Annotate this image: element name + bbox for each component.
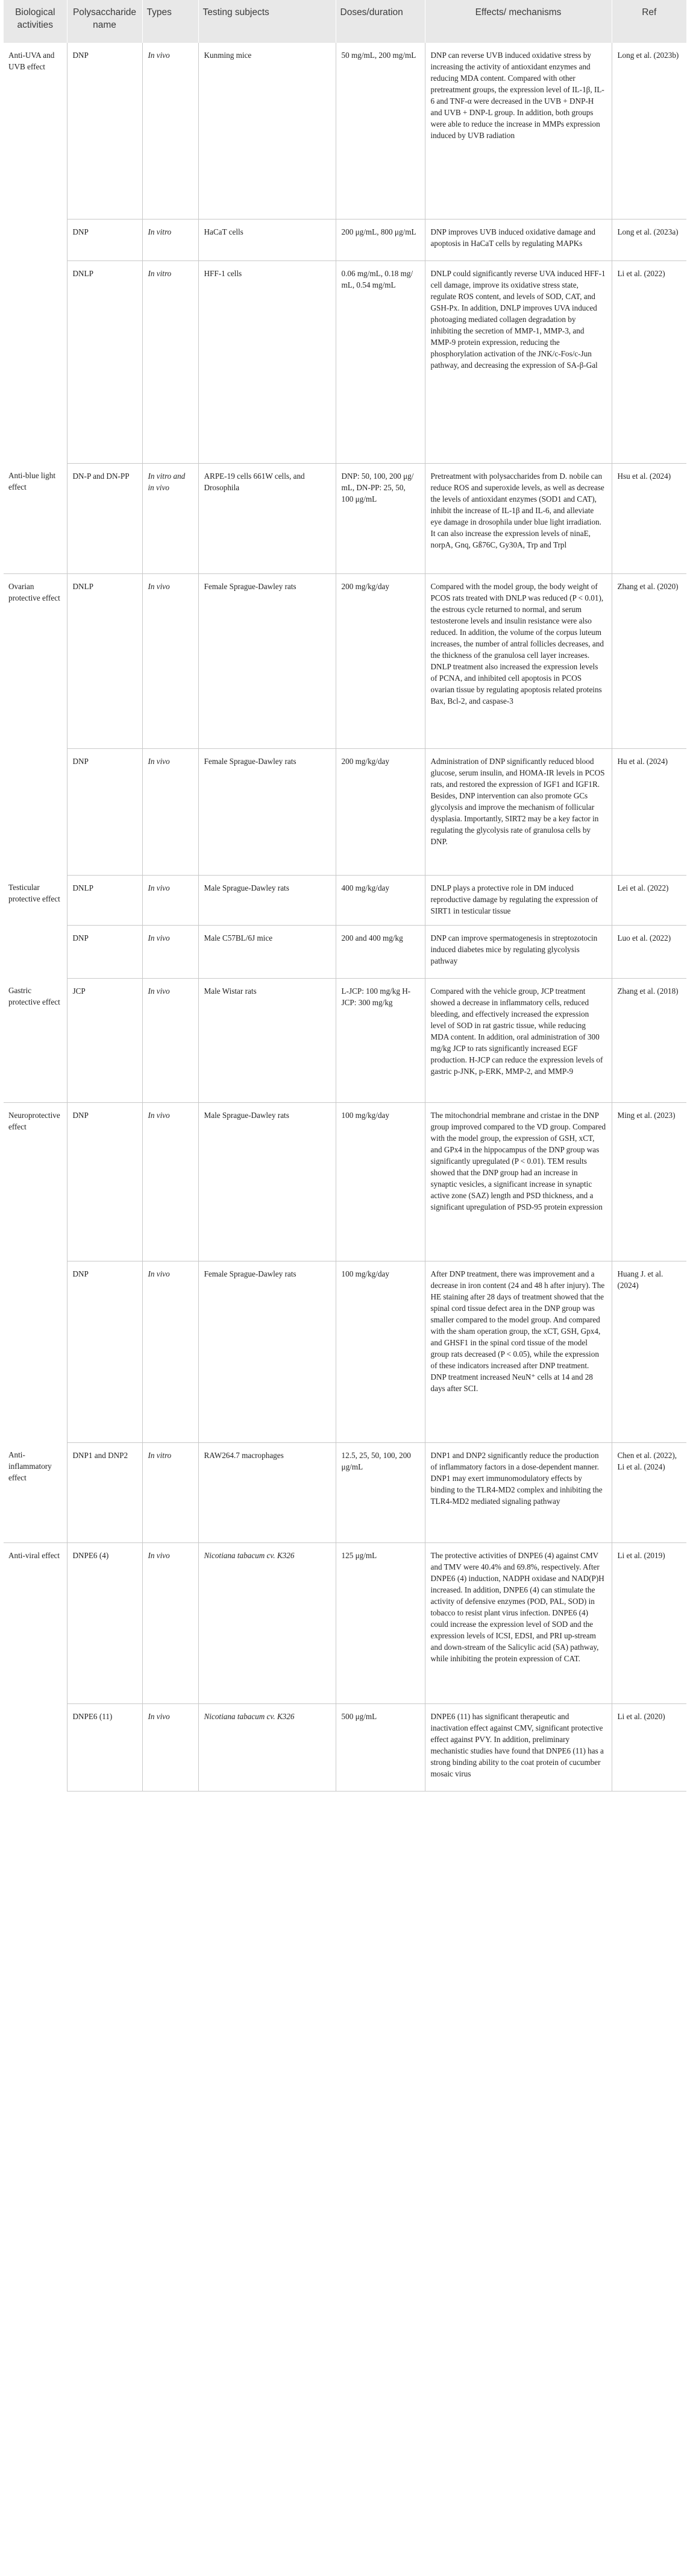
effects-cell: Compared with the vehicle group, JCP treatment showed a decrease in inflammatory cells, reduced bleeding, and effectively increased the expression level of SOD in rat gastric tissue, while reducing MDA content. In addition, oral administration of 300 mg/kg JCP to rats significantly increased EGF production. H-JCP can reduce the expression levels of gastric p-JNK, p-ERK, MMP-2, and MMP-9 xyxy=(425,978,612,1102)
type-cell: In vitro xyxy=(142,260,198,463)
ref-cell: Zhang et al. (2018) xyxy=(612,978,686,1102)
ref-cell: Hsu et al. (2024) xyxy=(612,463,686,573)
effects-cell: Pretreatment with polysaccharides from D. nobile can reduce ROS and superoxide levels, as well as decrease the levels of antioxidant enzymes (SOD1 and CAT), inhibit the increase of IL-1β and IL-6, and alleviate eye damage in drosophila under blue light irradiation. It can also increase the expression levels of ninaE, norpA, Gnq, Gß76C, Gy30A, Trp and Trpl xyxy=(425,463,612,573)
polysaccharide-cell: DNPE6 (11) xyxy=(67,1703,142,1791)
subjects-cell: Male Wistar rats xyxy=(198,978,336,1102)
effects-cell: After DNP treatment, there was improvement and a decrease in iron content (24 and 48 h after injury). The HE staining after 28 days of treatment showed that the spinal cord tissue defect area in the DNP group was smaller compared to the model group. And compared with the sham operation group, the xCT, GSH, Gpx4, and GHSF1 in the spinal cord tissue of the model group rats decreased (P < 0.05), while the expression of these indicators increased after DNP treatment. DNP treatment increased NeuN⁺ cells at 14 and 28 days after SCI. xyxy=(425,1261,612,1442)
polysaccharide-cell: DNLP xyxy=(67,875,142,925)
polysaccharide-cell: DNLP xyxy=(67,573,142,748)
type-cell: In vitro xyxy=(142,219,198,260)
effects-cell: DNP can improve spermatogenesis in streptozotocin induced diabetes mice by regulating glycolysis pathway xyxy=(425,925,612,978)
subjects-cell: Nicotiana tabacum cv. K326 xyxy=(198,1703,336,1791)
activity-cell: Anti-blue light effect xyxy=(4,463,67,573)
polysaccharide-cell: DNP1 and DNP2 xyxy=(67,1442,142,1542)
subjects-cell: HaCaT cells xyxy=(198,219,336,260)
header-doses-duration: Doses/duration xyxy=(336,0,425,43)
doses-cell: 500 μg/mL xyxy=(336,1703,425,1791)
ref-cell: Chen et al. (2022), Li et al. (2024) xyxy=(612,1442,686,1542)
effects-cell: DNPE6 (11) has significant therapeutic and inactivation effect against CMV, significant protective effect against PVY. In addition, preliminary mechanistic studies have found that DNPE6 (11) has a strong binding ability to the coat protein of cucumber mosaic virus xyxy=(425,1703,612,1791)
doses-cell: 12.5, 25, 50, 100, 200 μg/mL xyxy=(336,1442,425,1542)
type-cell: In vivo xyxy=(142,925,198,978)
ref-cell: Zhang et al. (2020) xyxy=(612,573,686,748)
header-polysaccharide-name: Polysaccharide name xyxy=(67,0,142,43)
effects-cell: Compared with the model group, the body weight of PCOS rats treated with DNLP was reduced (P < 0.01), the estrous cycle returned to normal, and serum testosterone levels and insulin resistance were also reduced. In addition, the volume of the corpus luteum increases, the number of antral follicles decreases, and the thickness of the granulosa cell layer increases. DNLP treatment also increased the expression levels of PCNA, and inhibited cell apoptosis in PCOS ovarian tissue by regulating apoptosis related proteins Bax, Bcl-2, and caspase-3 xyxy=(425,573,612,748)
table-header-row xyxy=(4,0,686,43)
doses-cell: 100 mg/kg/day xyxy=(336,1102,425,1261)
ref-cell: Li et al. (2019) xyxy=(612,1542,686,1703)
table-row xyxy=(4,463,686,573)
table-row xyxy=(4,1261,686,1442)
subjects-cell: Female Sprague-Dawley rats xyxy=(198,573,336,748)
polysaccharide-cell: DNPE6 (4) xyxy=(67,1542,142,1703)
effects-cell: DNP1 and DNP2 significantly reduce the production of inflammatory factors in a dose-dependent manner. DNP1 may exert immunomodulatory effects by binding to the TLR4-MD2 complex and inhibiting the TLR4-MD2 mediated signaling pathway xyxy=(425,1442,612,1542)
type-cell: In vivo xyxy=(142,875,198,925)
header-ref: Ref xyxy=(612,0,686,43)
subjects-cell: Kunming mice xyxy=(198,43,336,219)
table-row xyxy=(4,978,686,1102)
type-cell: In vivo xyxy=(142,573,198,748)
doses-cell: 0.06 mg/mL, 0.18 mg/ mL, 0.54 mg/mL xyxy=(336,260,425,463)
table-row xyxy=(4,925,686,978)
subjects-cell xyxy=(198,463,336,573)
activity-cell: Neuroprotective effect xyxy=(8,1110,60,1131)
effects-cell: The mitochondrial membrane and cristae in the DNP group improved compared to the VD group. Compared with the model group, the expression of GSH, xCT, and GPx4 in the hippocampus of the DNP group was significantly upregulated (P < 0.01). TEM results showed that the DNP group had an increase in synaptic vesicles, a significant increase in synaptic active zone (SAZ) length and PSD thickness, and a significant upregulation of PSD-95 protein expression xyxy=(425,1102,612,1261)
type-cell: In vivo xyxy=(142,1261,198,1442)
activity-cell: Anti-inflammatory effect xyxy=(4,1442,67,1542)
table-row xyxy=(4,748,686,875)
type-cell: In vivo xyxy=(142,1102,198,1261)
subjects-text: ARPE-19 cells 661W cells, and Drosophila xyxy=(204,471,305,492)
type-cell: In vivo xyxy=(142,1542,198,1703)
polysaccharide-cell: DNP xyxy=(67,925,142,978)
doses-cell: 100 mg/kg/day xyxy=(336,1261,425,1442)
subjects-cell: RAW264.7 macrophages xyxy=(198,1442,336,1542)
table-row xyxy=(4,219,686,260)
subjects-cell: Male C57BL/6J mice xyxy=(198,925,336,978)
table-row xyxy=(4,43,686,219)
ref-cell: Li et al. (2020) xyxy=(612,1703,686,1791)
header-types: Types xyxy=(142,0,198,43)
type-cell: In vivo xyxy=(142,978,198,1102)
doses-cell: 200 μg/mL, 800 μg/mL xyxy=(336,219,425,260)
subjects-cell: Male Sprague-Dawley rats xyxy=(198,1102,336,1261)
doses-cell: 200 mg/kg/day xyxy=(336,573,425,748)
effects-cell: Administration of DNP significantly reduced blood glucose, serum insulin, and HOMA-IR levels in PCOS rats, and restored the expression of IGF1 and IGF1R. Besides, DNP intervention can also promote GCs glycolysis and improve the mechanism of follicular dysplasia. Importantly, SIRT2 may be a key factor in regulating the glycolysis rate of granulosa cells by DNP. xyxy=(425,748,612,875)
doses-cell: 200 and 400 mg/kg xyxy=(336,925,425,978)
subjects-cell: HFF-1 cells xyxy=(198,260,336,463)
effects-cell: DNLP could significantly reverse UVA induced HFF-1 cell damage, improve its oxidative stress state, regulate ROS content, and levels of SOD, CAT, and GSH-Px. In addition, DNLP improves UVA induced photoaging mediated collagen degradation by inhibiting the secretion of MMP-1, MMP-3, and MMP-9 protein expression, reducing the phosphorylation activation of the JNK/c-Fos/c-Jun pathway, and decreasing the expression of SA-β-Gal xyxy=(425,260,612,463)
type-cell: In vitro xyxy=(142,1442,198,1542)
header-effects-mechanisms: Effects/ mechanisms xyxy=(425,0,612,43)
polysaccharide-cell: DNP xyxy=(67,1102,142,1261)
biological-activities-table xyxy=(4,0,686,1792)
subjects-cell: Female Sprague-Dawley rats xyxy=(198,1261,336,1442)
ref-cell: Long et al. (2023a) xyxy=(612,219,686,260)
subjects-cell: Male Sprague-Dawley rats xyxy=(198,875,336,925)
type-cell: In vivo xyxy=(142,1703,198,1791)
ref-cell: Hu et al. (2024) xyxy=(612,748,686,875)
doses-cell: DNP: 50, 100, 200 μg/ mL, DN-PP: 25, 50, 100 μg/mL xyxy=(336,463,425,573)
effects-cell: DNP can reverse UVB induced oxidative stress by increasing the activity of antioxidant enzymes and reducing MDA content. Compared with other pretreatment groups, the expression level of IL-1β, IL-6 and TNF-α were decreased in the UVB + DNP-H and UVB + DNP-L group. In addition, both groups were able to reduce the increase in MMPs expression induced by UVB radiation xyxy=(425,43,612,219)
activity-cell: Anti-UVA and UVB effect xyxy=(8,51,55,71)
ref-cell: Huang J. et al. (2024) xyxy=(612,1261,686,1442)
subjects-cell: Nicotiana tabacum cv. K326 xyxy=(198,1542,336,1703)
polysaccharide-cell: DNP xyxy=(67,748,142,875)
effects-cell: DNP improves UVB induced oxidative damage and apoptosis in HaCaT cells by regulating MAPKs xyxy=(425,219,612,260)
ref-cell: Lei et al. (2022) xyxy=(612,875,686,925)
table-row xyxy=(4,1442,686,1542)
polysaccharide-cell: DNP xyxy=(67,219,142,260)
table-row xyxy=(4,260,686,463)
table-row xyxy=(4,573,686,748)
doses-cell: 125 μg/mL xyxy=(336,1542,425,1703)
table-row xyxy=(4,875,686,925)
ref-cell: Ming et al. (2023) xyxy=(612,1102,686,1261)
type-cell: In vivo xyxy=(142,43,198,219)
activity-cell: Gastric protective effect xyxy=(4,978,67,1102)
effects-cell: DNLP plays a protective role in DM induced reproductive damage by regulating the expression of SIRT1 in testicular tissue xyxy=(425,875,612,925)
ref-cell: Long et al. (2023b) xyxy=(612,43,686,219)
polysaccharide-cell: DN-P and DN-PP xyxy=(67,463,142,573)
activity-cell: Ovarian protective effect xyxy=(8,581,60,602)
type-cell: In vitro and in vivo xyxy=(142,463,198,573)
doses-cell: L-JCP: 100 mg/kg H-JCP: 300 mg/kg xyxy=(336,978,425,1102)
table-row xyxy=(4,1102,686,1261)
table-row xyxy=(4,1703,686,1791)
doses-cell: 400 mg/kg/day xyxy=(336,875,425,925)
polysaccharide-cell: JCP xyxy=(67,978,142,1102)
ref-cell: Li et al. (2022) xyxy=(612,260,686,463)
type-cell: In vivo xyxy=(142,748,198,875)
effects-cell: The protective activities of DNPE6 (4) against CMV and TMV were 40.4% and 69.8%, respectively. After DNPE6 (4) induction, NADPH oxidase and NAD(P)H increased. In addition, DNPE6 (4) can stimulate the activity of defensive enzymes (POD, PAL, SOD) in tobacco to resist plant virus infection. DNPE6 (4) could increase the expression level of SOD and the expression levels of ICSI, EDSI, and PRI up-stream and down-stream of the Salicylic acid (SA) pathway, while inhibiting the protein expression of CAT. xyxy=(425,1542,612,1703)
header-biological-activities: Biological activities xyxy=(4,0,67,43)
polysaccharide-cell: DNP xyxy=(67,1261,142,1442)
polysaccharide-cell: DNP xyxy=(67,43,142,219)
table-row xyxy=(4,1542,686,1703)
header-testing-subjects: Testing subjects xyxy=(198,0,336,43)
activity-cell: Anti-viral effect xyxy=(8,1550,60,1560)
subjects-cell: Female Sprague-Dawley rats xyxy=(198,748,336,875)
doses-cell: 50 mg/mL, 200 mg/mL xyxy=(336,43,425,219)
activity-cell: Testicular protective effect xyxy=(8,883,60,903)
polysaccharide-cell: DNLP xyxy=(67,260,142,463)
ref-cell: Luo et al. (2022) xyxy=(612,925,686,978)
doses-cell: 200 mg/kg/day xyxy=(336,748,425,875)
